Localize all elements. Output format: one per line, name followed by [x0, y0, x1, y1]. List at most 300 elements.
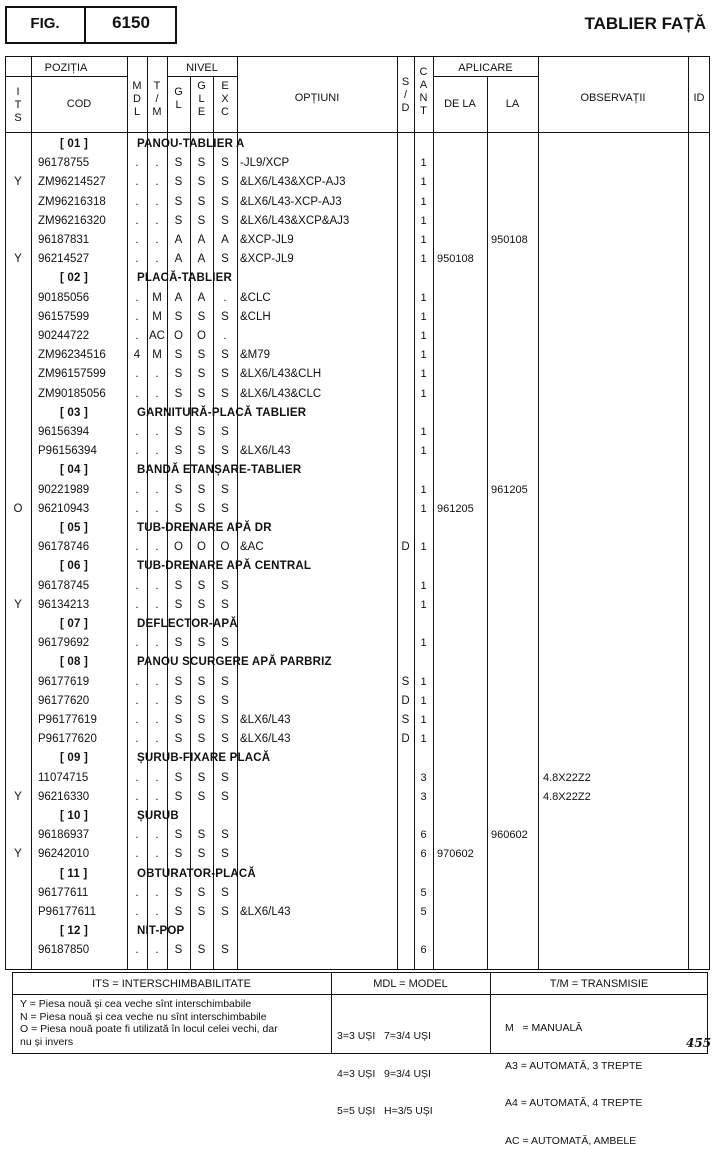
cell-gle: S [197, 579, 206, 592]
cell-gle: S [197, 675, 206, 688]
cell-de: 950108 [437, 253, 474, 266]
cell-gle: O [197, 330, 206, 342]
cell-exc: S [221, 598, 229, 611]
group-name: ȘURUB [137, 810, 179, 822]
cell-cod: ZM96157599 [38, 368, 106, 381]
cell-gle: S [197, 176, 206, 189]
cell-gle: S [197, 637, 206, 650]
cell-exc: S [221, 714, 229, 726]
cell-tm: . [155, 368, 159, 381]
cell-mdl: . [135, 234, 139, 246]
cell-cod: 96187831 [38, 234, 90, 246]
cell-cant: 3 [420, 790, 427, 803]
cell-cod: 96157599 [38, 310, 90, 323]
cell-cod: 96216330 [38, 790, 90, 803]
cell-opt: &LX6/L43-XCP-AJ3 [240, 195, 342, 208]
cell-mdl: . [135, 368, 139, 381]
cell-opt: &LX6/L43&CLH [240, 368, 322, 381]
cell-tm: . [155, 541, 159, 554]
cell-cod: 96156394 [38, 426, 90, 438]
cell-mdl: . [135, 541, 139, 554]
nivel-line [167, 76, 237, 77]
aplicare-line [433, 76, 538, 77]
group-name: GARNITURĂ-PLACĂ TABLIER [137, 406, 307, 419]
cell-gl: S [174, 368, 183, 381]
header-pozitia: POZIȚIA [44, 62, 88, 74]
cell-gle: S [197, 733, 206, 746]
legend-its-line: N = Piesa nouă și cea veche nu sînt interschimbabile [20, 1010, 267, 1023]
page-title: TABLIER FAȚĂ [584, 14, 706, 33]
cell-cod: 96179692 [38, 637, 90, 650]
cell-mdl: . [135, 291, 139, 304]
cell-cant: 1 [420, 445, 427, 458]
column-line [31, 56, 32, 970]
cell-tm: . [155, 157, 159, 170]
cell-cant: 1 [420, 349, 427, 362]
cell-gle: O [197, 541, 206, 554]
header-gle: G L E [197, 80, 206, 118]
cell-tm: . [155, 771, 159, 784]
cell-cod: P96156394 [38, 445, 97, 458]
cell-gle: S [197, 502, 206, 515]
cell-tm: M [152, 291, 162, 304]
cell-gle: S [197, 368, 206, 381]
cell-opt: &M79 [240, 349, 271, 362]
cell-exc: S [221, 445, 229, 458]
column-line [433, 56, 434, 970]
group-name: TUB-DRENARE APĂ DR [137, 522, 272, 534]
header-de-la: DE LA [444, 98, 476, 110]
cell-exc: S [221, 790, 229, 803]
cell-exc: S [221, 733, 229, 746]
cell-exc: S [221, 886, 229, 899]
header-observatii: OBSERVAȚII [580, 92, 646, 104]
cell-gl: S [174, 195, 183, 208]
cell-cant: 1 [420, 694, 427, 707]
cell-tm: . [155, 675, 159, 688]
column-line [538, 56, 539, 970]
cell-tm: . [155, 387, 159, 400]
cell-gl: S [174, 694, 183, 707]
cell-tm: AC [149, 330, 165, 342]
cell-cod: 96242010 [38, 848, 90, 861]
cell-mdl: . [135, 483, 139, 496]
cell-cant: 1 [420, 637, 427, 650]
group-name: PLACĂ-TABLIER [137, 272, 233, 285]
cell-mdl: . [135, 790, 139, 803]
cell-tm: . [155, 944, 159, 957]
fig-number: 6150 [112, 13, 150, 32]
header-its: I T S [14, 86, 22, 124]
cell-opt: &XCP-JL9 [240, 234, 294, 246]
cell-gle: S [197, 195, 206, 208]
header-optiuni: OPȚIUNI [294, 92, 340, 104]
cell-mdl: . [135, 944, 139, 957]
cell-cod: 96178746 [38, 541, 90, 554]
cell-tm: M [152, 349, 162, 362]
cell-gle: S [197, 829, 206, 842]
group-number: [ 09 ] [60, 752, 89, 765]
cell-exc: S [221, 157, 229, 170]
cell-gl: S [174, 310, 183, 323]
cell-cant: 1 [420, 541, 427, 554]
cell-exc: S [221, 195, 229, 208]
group-number: [ 06 ] [60, 560, 89, 573]
group-name: PANOU-TABLIER A [137, 138, 245, 150]
header-nivel: NIVEL [186, 62, 218, 74]
legend-its-line: Y = Piesa nouă și cea veche sînt interschimbabile [20, 998, 252, 1010]
cell-obs: 4.8X22Z2 [543, 790, 591, 803]
cell-cod: 90185056 [38, 291, 90, 304]
cell-its: O [13, 502, 23, 515]
cell-exc: . [223, 330, 227, 342]
cell-exc: A [221, 234, 229, 246]
group-name: PANOU SCURGERE APĂ PARBRIZ [137, 656, 332, 669]
cell-gl: S [174, 848, 183, 861]
legend-tm-title: T/M = TRANSMISIE [549, 978, 649, 990]
cell-tm: . [155, 886, 159, 899]
legend-mdl-line: 3=3 UȘI 7=3/4 UȘI [337, 1030, 431, 1042]
legend-mdl-title: MDL = MODEL [373, 978, 448, 990]
cell-cant: 1 [420, 157, 427, 170]
legend-tm-line: M = MANUALĂ [505, 1022, 583, 1034]
cell-tm: . [155, 637, 159, 650]
header-cod: COD [66, 98, 92, 110]
cell-gl: S [174, 637, 183, 650]
cell-exc: S [221, 637, 229, 650]
cell-exc: S [221, 426, 229, 438]
cell-exc: S [221, 675, 229, 688]
cell-de: 961205 [437, 502, 474, 515]
cell-exc: O [220, 541, 230, 554]
cell-opt: &LX6/L43 [240, 906, 291, 918]
cell-cod: ZM96234516 [38, 349, 106, 362]
cell-tm: . [155, 829, 159, 842]
cell-tm: . [155, 176, 159, 189]
cell-cod: 96177619 [38, 675, 90, 688]
cell-gle: S [197, 886, 206, 899]
cell-mdl: . [135, 886, 139, 899]
cell-cod: P96177619 [38, 714, 97, 726]
cell-cant: 1 [420, 310, 427, 323]
cell-gle: A [197, 253, 206, 266]
cell-cant: 6 [420, 848, 427, 861]
cell-cant: 1 [420, 426, 427, 438]
cell-exc: S [221, 906, 229, 918]
cell-opt: &AC [240, 541, 264, 554]
cell-la: 960602 [491, 829, 528, 842]
cell-mdl: . [135, 906, 139, 918]
group-name: ȘURUB-FIXARE PLACĂ [137, 752, 271, 765]
cell-exc: S [221, 944, 229, 957]
legend-its-line: nu și invers [20, 1035, 74, 1048]
cell-exc: S [221, 214, 229, 227]
group-name: BANDĂ ETANȘARE-TABLIER [137, 464, 302, 477]
cell-mdl: . [135, 310, 139, 323]
cell-gle: S [197, 694, 206, 707]
cell-opt: &LX6/L43 [240, 445, 291, 458]
cell-tm: . [155, 195, 159, 208]
header-sd: S / D [401, 76, 410, 114]
cell-gl: S [174, 157, 183, 170]
cell-opt: &LX6/L43 [240, 714, 291, 726]
cell-cod: 96178745 [38, 579, 90, 592]
cell-mdl: . [135, 502, 139, 515]
cell-tm: . [155, 214, 159, 227]
cell-sd: D [401, 733, 410, 746]
cell-gle: S [197, 483, 206, 496]
cell-gl: S [174, 771, 183, 784]
cell-cant: 1 [420, 253, 427, 266]
cell-cant: 1 [420, 502, 427, 515]
cell-gle: S [197, 426, 206, 438]
legend-its-title: ITS = INTERSCHIMBABILITATE [92, 978, 251, 990]
legend-tm-line: A3 = AUTOMATĂ, 3 TREPTE [505, 1059, 643, 1072]
group-name: NIT-POP [137, 925, 185, 938]
cell-tm: . [155, 733, 159, 746]
cell-cod: 96177620 [38, 694, 90, 707]
cell-tm: . [155, 253, 159, 266]
cell-exc: . [223, 291, 227, 304]
cell-cod: 90221989 [38, 483, 90, 496]
cell-mdl: . [135, 253, 139, 266]
cell-gl: S [174, 944, 183, 957]
header-aplicare: APLICARE [458, 62, 513, 74]
cell-gle: S [197, 598, 206, 611]
cell-gl: S [174, 906, 183, 918]
cell-obs: 4.8X22Z2 [543, 771, 591, 784]
cell-gl: A [174, 234, 183, 246]
cell-gl: S [174, 829, 183, 842]
cell-exc: S [221, 848, 229, 861]
cell-cod: 96178755 [38, 157, 90, 170]
cell-mdl: . [135, 214, 139, 227]
cell-gle: S [197, 214, 206, 227]
cell-tm: . [155, 906, 159, 918]
cell-cant: 1 [420, 675, 427, 688]
cell-cant: 6 [420, 829, 427, 842]
cell-cod: 96186937 [38, 829, 90, 842]
cell-cant: 1 [420, 714, 427, 726]
cell-tm: . [155, 502, 159, 515]
cell-gle: S [197, 848, 206, 861]
cell-gl: S [174, 387, 183, 400]
cell-exc: S [221, 483, 229, 496]
cell-tm: . [155, 848, 159, 861]
cell-mdl: . [135, 848, 139, 861]
cell-exc: S [221, 387, 229, 400]
header-tm: T / M [152, 80, 162, 118]
cell-cant: 1 [420, 368, 427, 381]
header-mdl: M D L [132, 80, 142, 118]
cell-gl: S [174, 445, 183, 458]
cell-cod: ZM90185056 [38, 387, 106, 400]
cell-mdl: . [135, 714, 139, 726]
cell-cod: 96134213 [38, 598, 90, 611]
cell-tm: . [155, 483, 159, 496]
column-line [688, 56, 689, 970]
column-line [397, 56, 398, 970]
cell-cod: P96177611 [38, 906, 96, 918]
cell-opt: &LX6/L43&XCP-AJ3 [240, 176, 346, 189]
group-number: [ 01 ] [60, 138, 89, 150]
page-mark: 455 [686, 1036, 712, 1050]
cell-sd: D [401, 694, 410, 707]
cell-gl: S [174, 886, 183, 899]
cell-tm: . [155, 579, 159, 592]
cell-its: Y [14, 790, 22, 803]
cell-gl: S [174, 790, 183, 803]
cell-opt: &LX6/L43&CLC [240, 387, 322, 400]
cell-tm: . [155, 598, 159, 611]
cell-exc: S [221, 176, 229, 189]
cell-gl: S [174, 214, 183, 227]
cell-exc: S [221, 349, 229, 362]
cell-tm: . [155, 790, 159, 803]
cell-cant: 1 [420, 598, 427, 611]
group-number: [ 03 ] [60, 406, 89, 419]
pozitia-line [5, 76, 127, 77]
cell-cant: 1 [420, 483, 427, 496]
cell-mdl: . [135, 330, 139, 342]
fig-label: FIG. [30, 15, 60, 32]
cell-gl: S [174, 426, 183, 438]
cell-its: Y [14, 253, 22, 266]
cell-mdl: . [135, 694, 139, 707]
cell-cant: 1 [420, 733, 427, 746]
cell-cant: 1 [420, 214, 427, 227]
legend-its-line: O = Piesa nouă poate fi utilizată în locul celei vechi, dar [20, 1023, 278, 1035]
cell-cant: 5 [420, 906, 427, 918]
cell-cod: P96177620 [38, 733, 97, 746]
cell-its: Y [14, 598, 22, 611]
cell-mdl: . [135, 733, 139, 746]
cell-cod: 90244722 [38, 330, 90, 342]
cell-gl: S [174, 579, 183, 592]
group-name: TUB-DRENARE APĂ CENTRAL [137, 560, 312, 573]
cell-exc: S [221, 310, 229, 323]
cell-gle: S [197, 157, 206, 170]
cell-sd: S [401, 675, 410, 688]
cell-cod: ZM96214527 [38, 176, 106, 189]
legend-mdl-line: 5=5 UȘI H=3/5 UȘI [337, 1105, 433, 1117]
group-name: OBTURATOR-PLACĂ [137, 867, 256, 880]
cell-gl: S [174, 502, 183, 515]
cell-gle: S [197, 906, 206, 918]
cell-de: 970602 [437, 848, 474, 861]
cell-exc: S [221, 771, 229, 784]
cell-cant: 1 [420, 387, 427, 400]
header-bottom-line [5, 132, 710, 133]
cell-exc: S [221, 694, 229, 707]
cell-mdl: . [135, 426, 139, 438]
cell-gle: S [197, 445, 206, 458]
group-name: DEFLECTOR-APĂ [137, 618, 238, 630]
cell-cant: 1 [420, 234, 427, 246]
cell-gle: A [197, 234, 206, 246]
cell-mdl: . [135, 637, 139, 650]
cell-mdl: . [135, 598, 139, 611]
group-number: [ 11 ] [60, 867, 88, 880]
cell-opt: &CLC [240, 291, 271, 304]
cell-la: 950108 [491, 234, 528, 246]
cell-gle: S [197, 310, 206, 323]
group-number: [ 07 ] [60, 618, 89, 630]
legend-mdl-line: 4=3 UȘI 9=3/4 UȘI [337, 1067, 431, 1080]
cell-opt: &LX6/L43&XCP&AJ3 [240, 214, 350, 227]
cell-exc: S [221, 502, 229, 515]
cell-its: Y [14, 176, 22, 189]
cell-tm: . [155, 234, 159, 246]
legend-its-lines [20, 998, 328, 1048]
cell-its: Y [14, 848, 22, 861]
cell-cant: 1 [420, 176, 427, 189]
cell-gle: S [197, 944, 206, 957]
cell-tm: . [155, 714, 159, 726]
cell-gl: S [174, 598, 183, 611]
cell-gl: A [174, 291, 183, 304]
cell-gl: S [174, 733, 183, 746]
cell-gle: S [197, 714, 206, 726]
cell-cod: ZM96216320 [38, 214, 106, 227]
column-line [237, 56, 238, 970]
cell-gl: A [174, 253, 183, 266]
cell-gle: S [197, 790, 206, 803]
cell-cod: 11074715 [38, 771, 89, 784]
cell-exc: S [221, 579, 229, 592]
cell-la: 961205 [491, 483, 528, 496]
cell-cant: 1 [420, 579, 427, 592]
cell-mdl: . [135, 157, 139, 170]
group-number: [ 10 ] [60, 810, 89, 822]
group-number: [ 04 ] [60, 464, 89, 477]
cell-gl: S [174, 675, 183, 688]
cell-gl: S [174, 349, 183, 362]
legend-mdl-lines [337, 1005, 487, 1130]
header-cant: C A N T [419, 66, 428, 117]
cell-cod: 96210943 [38, 502, 90, 515]
cell-gle: S [197, 349, 206, 362]
cell-gle: S [197, 771, 206, 784]
cell-gl: S [174, 483, 183, 496]
cell-mdl: . [135, 445, 139, 458]
group-number: [ 02 ] [60, 272, 89, 285]
cell-exc: S [221, 368, 229, 381]
cell-exc: S [221, 829, 229, 842]
cell-gl: O [174, 541, 183, 554]
cell-gle: S [197, 387, 206, 400]
cell-mdl: . [135, 829, 139, 842]
cell-opt: &XCP-JL9 [240, 253, 294, 266]
cell-cod: ZM96216318 [38, 195, 106, 208]
group-number: [ 05 ] [60, 522, 89, 534]
legend-title-line [12, 994, 708, 995]
cell-gl: S [174, 714, 183, 726]
cell-cod: 96214527 [38, 253, 90, 266]
cell-sd: D [401, 541, 410, 554]
cell-tm: . [155, 426, 159, 438]
legend-tm-line: A4 = AUTOMATĂ, 4 TREPTE [505, 1097, 643, 1109]
cell-mdl: . [135, 579, 139, 592]
column-line [487, 76, 488, 970]
cell-cant: 6 [420, 944, 427, 957]
header-la: LA [505, 98, 520, 110]
cell-cant: 1 [420, 195, 427, 208]
cell-tm: . [155, 445, 159, 458]
cell-cant: 1 [420, 291, 427, 304]
group-number: [ 08 ] [60, 656, 89, 669]
cell-mdl: . [135, 176, 139, 189]
